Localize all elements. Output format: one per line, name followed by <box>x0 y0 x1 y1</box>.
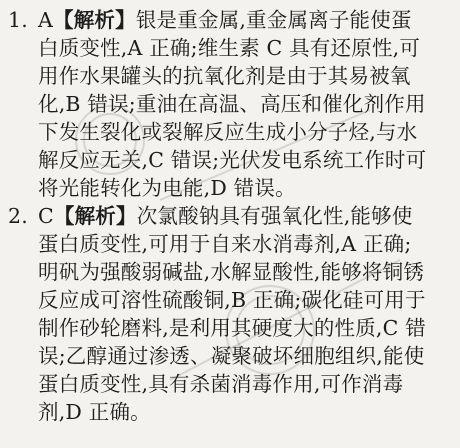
answer-2-line-1 <box>8 202 450 230</box>
answer-1-line-6: 解反应无关,C 错误;光伏发电系统工作时可 <box>38 148 427 172</box>
answer-1-line-2: 白质变性,A 正确;维生素 C 具有还原性,可 <box>38 36 421 60</box>
answer-2-line-6: 误;乙醇通过渗透、凝聚破坏细胞组织,能使 <box>38 344 425 368</box>
answer-2-line-4: 反应成可溶性硫酸铜,B 正确;碳化硅可用于 <box>38 288 426 312</box>
answer-1-line-3: 用作水果罐头的抗氧化剂是由于其易被氧 <box>38 64 411 88</box>
answer-2-line-2: 蛋白质变性,可用于自来水消毒剂,A 正确; <box>38 232 412 256</box>
answer-item-1 <box>8 6 450 202</box>
answer-item-2 <box>8 202 450 426</box>
answer-1-choice: A <box>38 8 54 32</box>
answer-2-line-7: 蛋白质变性,具有杀菌消毒作用,可作消毒 <box>38 372 404 396</box>
answer-2-text-1: 次氯酸钠具有强氧化性,能够使 <box>136 204 413 228</box>
answer-2-line-8: 剂,D 正确。 <box>38 400 151 424</box>
answer-1-analysis-tag: 【解析】 <box>53 8 136 32</box>
answer-1-line-1 <box>8 6 450 34</box>
answer-1-text-1: 银是重金属,重金属离子能使蛋 <box>135 8 412 32</box>
answer-1-line-5: 下发生裂化或裂解反应生成小分子烃,与水 <box>38 120 418 144</box>
answer-2-choice: C <box>38 204 54 228</box>
answer-1-line-7: 将光能转化为电能,D 错误。 <box>38 176 296 200</box>
answer-2-line-3: 明矾为强酸弱碱盐,水解显酸性,能够将铜锈 <box>38 260 425 284</box>
answer-2-line-5: 制作砂轮磨料,是利用其硬度大的性质,C 错 <box>38 316 426 340</box>
answer-2-analysis-tag: 【解析】 <box>53 204 137 228</box>
answer-1-line-4: 化,B 错误;重油在高温、高压和催化剂作用 <box>38 92 426 116</box>
answer-1-number: 1. <box>8 8 28 32</box>
answer-2-number: 2. <box>8 204 28 228</box>
